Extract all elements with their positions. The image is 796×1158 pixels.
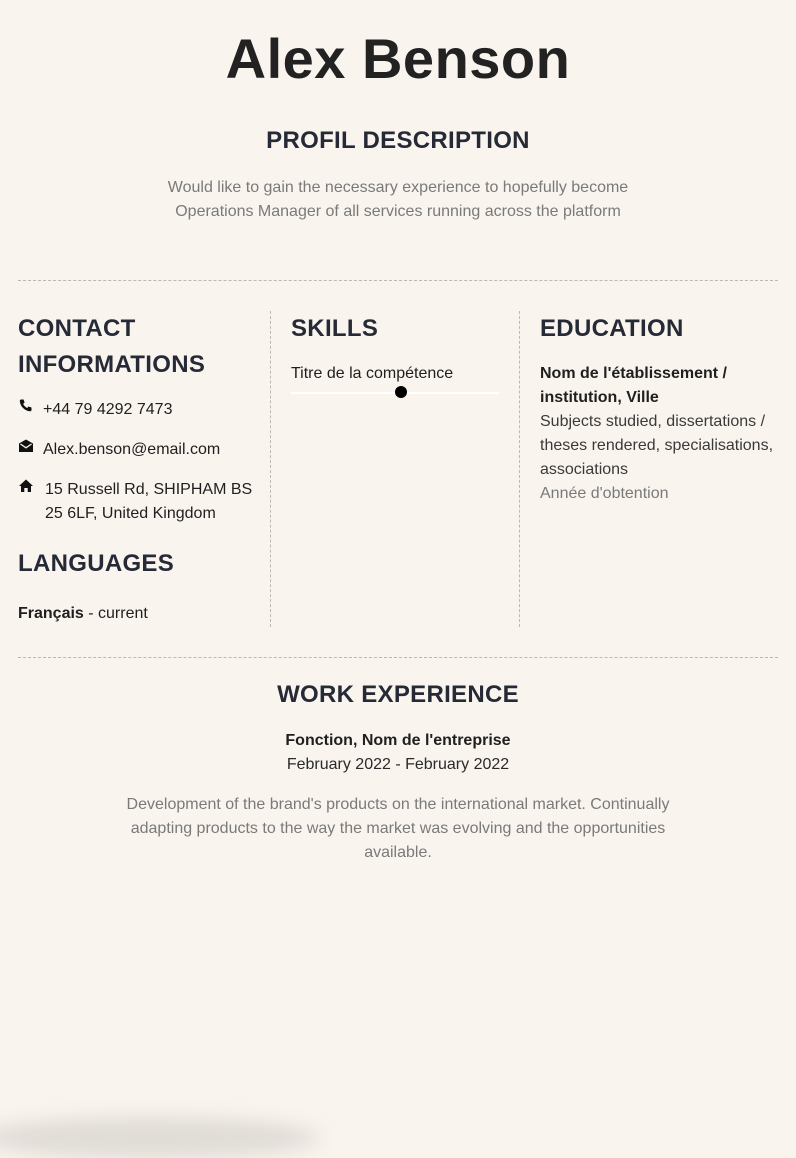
- skills-column: [270, 311, 519, 627]
- language-name: Français: [18, 605, 84, 622]
- language-level: - current: [83, 605, 148, 622]
- work-dates: February 2022 - February 2022: [286, 756, 510, 773]
- skill-name: Titre de la compétence: [291, 365, 454, 382]
- education-year: Année d'obtention: [540, 485, 669, 502]
- work-role: Fonction, Nom de l'entreprise: [285, 732, 511, 749]
- divider-bottom: [18, 657, 778, 658]
- work-section-title: WORK EXPERIENCE: [277, 681, 519, 708]
- contact-column: [18, 311, 268, 627]
- envelope-icon: [18, 438, 34, 454]
- email-address: Alex.benson@email.com: [43, 441, 221, 458]
- contact-section-title: CONTACT INFORMATIONS: [18, 315, 206, 378]
- profile-section-title: PROFIL DESCRIPTION: [266, 127, 530, 154]
- home-icon: [18, 478, 34, 494]
- postal-address: 15 Russell Rd, SHIPHAM BS 25 6LF, United Kingdom: [45, 481, 253, 522]
- divider-top: [18, 280, 778, 281]
- language-item: [18, 602, 148, 626]
- education-subjects: Subjects studied, dissertations / theses rendered, specialisations, associations: [540, 413, 774, 478]
- phone-number: +44 79 4292 7473: [43, 401, 173, 418]
- education-entry: [540, 362, 776, 506]
- candidate-name: Alex Benson: [225, 27, 571, 90]
- skill-level-marker: [395, 386, 407, 398]
- work-description: Development of the brand's products on the international market. Continually adapting products to the way the market was evolving and the opportunities available.: [126, 796, 670, 861]
- page-shadow: [0, 1118, 320, 1158]
- skills-section-title: SKILLS: [291, 315, 379, 342]
- education-institution: Nom de l'établissement / institution, Ville: [540, 365, 727, 406]
- education-section-title: EDUCATION: [540, 315, 684, 342]
- phone-icon: [18, 398, 34, 414]
- profile-description: Would like to gain the necessary experience to hopefully become Operations Manager of all services running across the platform: [167, 179, 629, 220]
- education-column: [519, 311, 778, 627]
- languages-section-title: LANGUAGES: [18, 550, 175, 577]
- skill-level-bar: [291, 392, 499, 394]
